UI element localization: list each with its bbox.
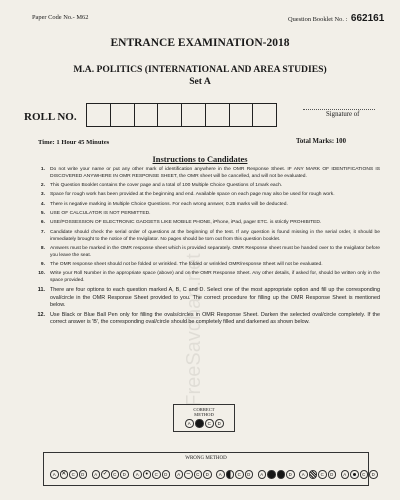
roll-digit-box[interactable] bbox=[158, 104, 182, 126]
instruction-number: 12. bbox=[37, 311, 45, 318]
oval-b-dashed bbox=[184, 470, 193, 479]
oval-c: C bbox=[111, 470, 120, 479]
roll-digit-box[interactable] bbox=[230, 104, 254, 126]
instructions-heading: Instructions to Candidates bbox=[152, 155, 248, 164]
instruction-text: USE OF CALCULATOR IS NOT PERMITTED. bbox=[50, 211, 151, 217]
instruction-number: 11. bbox=[37, 287, 45, 294]
correct-method-label-line2: METHOD bbox=[194, 412, 214, 417]
instruction-number: 5. bbox=[40, 211, 45, 217]
total-marks: Total Marks: 100 bbox=[296, 138, 346, 145]
wrong-example-dot bbox=[133, 470, 170, 479]
correct-method-label bbox=[174, 407, 234, 417]
roll-number-label: ROLL NO. bbox=[24, 111, 77, 123]
booklet-number: 662161 bbox=[350, 13, 385, 24]
oval-c: C bbox=[235, 470, 244, 479]
roll-digit-box[interactable] bbox=[111, 104, 135, 126]
wrong-example-scribble bbox=[299, 470, 336, 479]
oval-c: C bbox=[194, 470, 203, 479]
oval-b-filled bbox=[195, 419, 204, 428]
oval-d: D bbox=[215, 419, 224, 428]
instruction-text: Write your Roll Number in the appropriate space (above) and on the OMR Response Sheet. Any other details, if asked for, should be written only in the space provided. bbox=[50, 271, 380, 284]
oval-a: A bbox=[258, 470, 267, 479]
oval-d: D bbox=[79, 470, 88, 479]
wrong-method-label: WRONG METHOD bbox=[185, 456, 227, 461]
instruction-item bbox=[26, 183, 380, 190]
signature-label: Signature of bbox=[326, 111, 360, 118]
roll-digit-box[interactable] bbox=[182, 104, 206, 126]
instruction-text: Candidate should check the serial order of questions at the beginning of the test. If any question is found missing in the serial order, it should be immediately brought to the notice of the Invigilator. No pages should be torn out from this question booklet. bbox=[50, 229, 380, 242]
oval-a: A bbox=[299, 470, 308, 479]
oval-b-ticked bbox=[101, 470, 110, 479]
instruction-number: 3. bbox=[40, 192, 45, 198]
instruction-text: USE/POSSESSION OF ELECTRONIC GADGETS LIKE MOBILE PHONE, iPhone, iPad, pager ETC. is strictly PROHIBITED. bbox=[50, 220, 322, 226]
instruction-item bbox=[26, 192, 380, 199]
exam-set: Set A bbox=[189, 76, 211, 87]
wrong-method-box bbox=[43, 452, 375, 486]
roll-digit-box[interactable] bbox=[253, 104, 276, 126]
signature-line[interactable] bbox=[303, 103, 375, 110]
instruction-text: Do not write your name or put any other mark of identification anywhere in the OMR Response Sheet. IF ANY MARK OF IDENTIFICATIONS IS DISCOVERED ANYWHERE IN OMR RESPONSE SHEET, the OMR sheet will be cancelled, and will not be evaluated. bbox=[50, 167, 380, 179]
oval-d: D bbox=[120, 470, 129, 479]
instruction-item bbox=[26, 246, 380, 260]
instruction-item bbox=[26, 202, 380, 209]
oval-d: D bbox=[245, 470, 254, 479]
correct-method-box bbox=[173, 404, 235, 432]
instruction-number: 4. bbox=[40, 201, 45, 207]
instruction-number: 6. bbox=[40, 220, 45, 226]
wrong-example-double bbox=[258, 470, 295, 479]
instruction-text: This Question Booklet contains the cover page and a total of 100 Multiple Choice Questions of 1mark each. bbox=[50, 183, 283, 189]
oval-b-scribbled bbox=[309, 470, 318, 479]
watermark-text: FreeSavdhan.net bbox=[183, 253, 205, 407]
oval-a: A bbox=[92, 470, 101, 479]
instruction-number: 9. bbox=[40, 262, 45, 267]
oval-a: A bbox=[133, 470, 142, 479]
instruction-text: The OMR response sheet should not be folded or wrinkled. The folded or wrinkled OMR/response Sheet will not be evaluated. bbox=[50, 262, 323, 267]
roll-digit-box[interactable] bbox=[206, 104, 230, 126]
instructions-list bbox=[26, 167, 380, 329]
oval-b-dotted bbox=[143, 470, 152, 479]
wrong-example-half bbox=[216, 470, 253, 479]
instruction-item bbox=[26, 211, 380, 218]
exam-title: ENTRANCE EXAMINATION-2018 bbox=[110, 37, 290, 49]
exam-duration: Time: 1 Hour 45 Minutes bbox=[38, 139, 110, 146]
paper-code: Paper Code No.- M62 bbox=[32, 14, 89, 21]
oval-d: D bbox=[328, 470, 337, 479]
oval-a: A bbox=[175, 470, 184, 479]
instruction-text: Use Black or Blue Ball Pen only for filling the ovals/circles in OMR Response Sheet. Darken the selected oval/circle completely. If the correct answer is 'B', the corresponding oval/circle should be completely filled and darkened as shown below. bbox=[50, 311, 380, 326]
correct-method-label-line1: CORRECT bbox=[193, 407, 215, 412]
instruction-item bbox=[26, 271, 380, 285]
correct-method-ovals bbox=[185, 419, 224, 428]
instruction-number: 1. bbox=[40, 167, 45, 172]
roll-number-boxes[interactable] bbox=[86, 103, 277, 127]
oval-a: A bbox=[50, 470, 59, 479]
oval-a: A bbox=[341, 470, 350, 479]
instruction-item bbox=[26, 262, 380, 269]
oval-d: D bbox=[369, 470, 378, 479]
roll-digit-box[interactable] bbox=[87, 104, 111, 126]
oval-c-filled bbox=[277, 470, 286, 479]
instruction-number: 8. bbox=[40, 245, 45, 251]
oval-c: C bbox=[69, 470, 78, 479]
instruction-item bbox=[26, 287, 380, 309]
instruction-text: Space for rough work has been provided at the beginning and end. Available space on each page may also be used for rough work. bbox=[50, 192, 335, 198]
wrong-method-ovals bbox=[50, 470, 381, 479]
wrong-example-cross bbox=[50, 470, 87, 479]
roll-digit-box[interactable] bbox=[135, 104, 159, 126]
oval-a: A bbox=[216, 470, 225, 479]
oval-c: C bbox=[152, 470, 161, 479]
wrong-example-tick bbox=[92, 470, 129, 479]
instruction-number: 2. bbox=[40, 183, 45, 189]
oval-b-crossed bbox=[60, 470, 69, 479]
oval-a: A bbox=[185, 419, 194, 428]
oval-c: C bbox=[318, 470, 327, 479]
instruction-text: There is negative marking in Multiple Choice Questions. For each wrong answer, 0.25 marks will be deducted. bbox=[50, 201, 288, 207]
oval-c: C bbox=[360, 470, 369, 479]
wrong-example-dash bbox=[175, 470, 212, 479]
instruction-text: There are four options to each question marked A, B, C and D. Select one of the most appropriate option and fill up the corresponding oval/circle in the OMR Response Sheet provided to you. The correct procedure for filling up the OMR Response Sheet is mentioned below. bbox=[50, 287, 380, 309]
oval-b-partial bbox=[350, 470, 359, 479]
oval-b-half-filled bbox=[226, 470, 235, 479]
instruction-item bbox=[26, 220, 380, 227]
oval-c: C bbox=[205, 419, 214, 428]
oval-d: D bbox=[203, 470, 212, 479]
oval-d: D bbox=[162, 470, 171, 479]
exam-subject: M.A. POLITICS (INTERNATIONAL AND AREA STUDIES) bbox=[73, 64, 327, 75]
oval-b-filled bbox=[267, 470, 276, 479]
wrong-example-ring bbox=[341, 470, 378, 479]
booklet-label: Question Booklet No. : bbox=[288, 16, 348, 23]
question-booklet-number bbox=[288, 13, 384, 24]
instruction-item bbox=[26, 312, 380, 327]
instruction-number: 10. bbox=[38, 271, 45, 277]
instruction-item bbox=[26, 167, 380, 181]
instruction-number: 7. bbox=[40, 229, 45, 235]
instruction-item bbox=[26, 230, 380, 244]
instruction-text: Answers must be marked in the OMR response sheet which is provided separately. OMR Response sheet must be handed over to the Invigilator before you leave the seat. bbox=[50, 245, 380, 258]
oval-d: D bbox=[286, 470, 295, 479]
